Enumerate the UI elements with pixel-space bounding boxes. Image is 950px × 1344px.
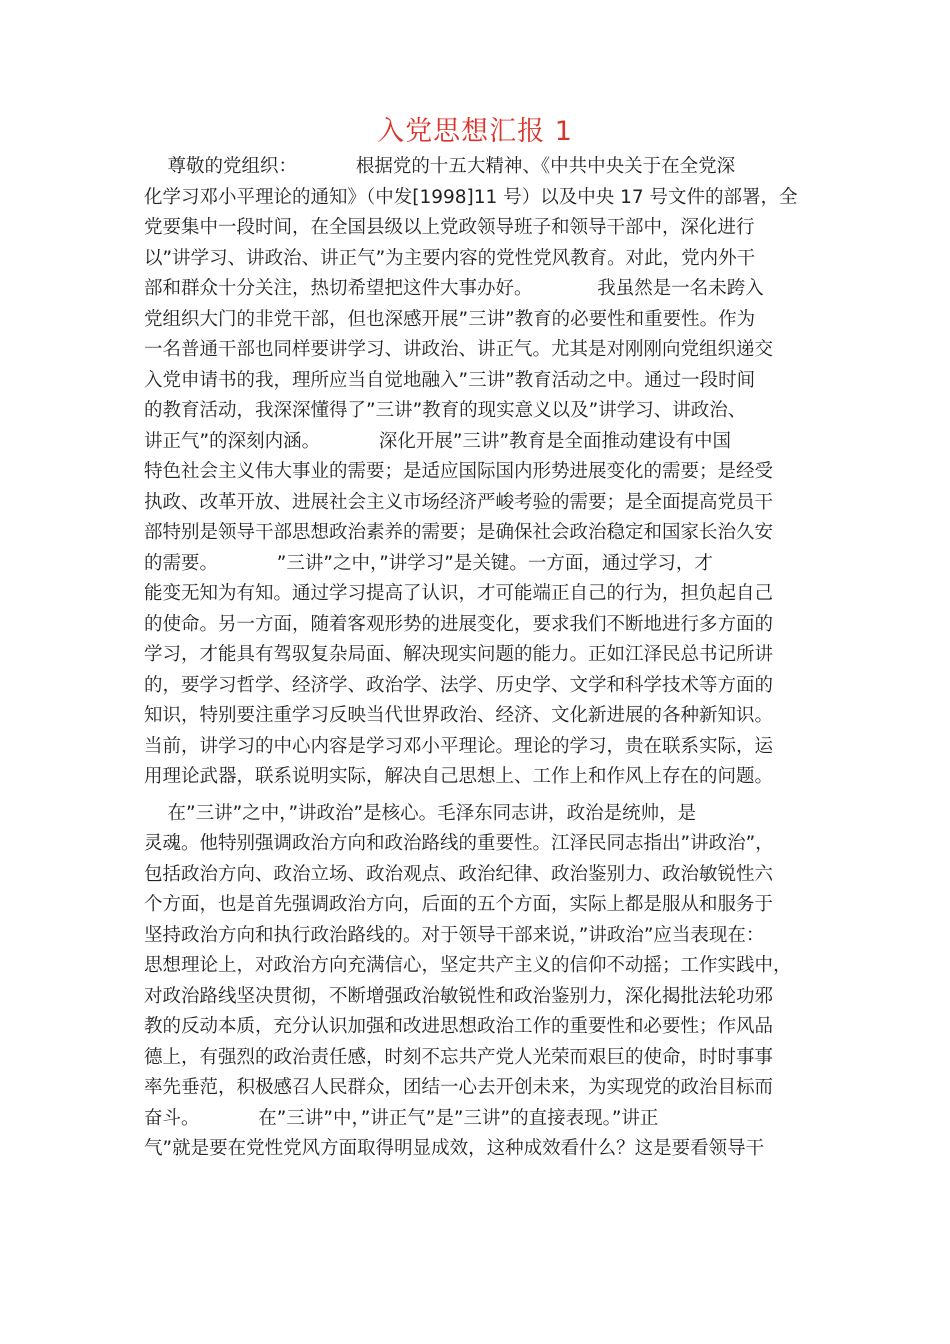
document-title: 入党思想汇报 1 <box>377 116 573 147</box>
text-line: 在”三讲”之中，”讲政治”是核心。毛泽东同志讲，政治是统帅，是 <box>144 802 697 824</box>
text-line: 教的反动本质，充分认识加强和改进思想政治工作的重要性和必要性；作风品 <box>144 1016 774 1037</box>
text-line: 知识，特别要注重学习反映当代世界政治、经济、文化新进展的各种新知识。 <box>144 705 774 726</box>
text-line: 率先垂范，积极感召人民群众，团结一心去开创未来，为实现党的政治目标而 <box>144 1077 774 1098</box>
text-line: 尊敬的党组织： 根据党的十五大精神、《中共中央关于在全党深 <box>144 156 736 177</box>
text-line: 当前，讲学习的中心内容是学习邓小平理论。理论的学习，贵在联系实际，运 <box>144 735 774 757</box>
text-line: 灵魂。他特别强调政治方向和政治路线的重要性。江泽民同志指出”讲政治”， <box>144 833 774 854</box>
text-line: 奋斗。 在”三讲”中，”讲正气”是”三讲”的直接表现。”讲正 <box>144 1107 659 1129</box>
text-line: 的使命。另一方面，随着客观形势的进展变化，要求我们不断地进行多方面的 <box>144 613 774 635</box>
text-line: 执政、改革开放、进展社会主义市场经济严峻考验的需要；是全面提高党员干 <box>144 491 774 513</box>
text-line: 德上，有强烈的政治责任感，时刻不忘共产党人光荣而艰巨的使命，时时事事 <box>144 1046 774 1068</box>
text-line: 化学习邓小平理论的通知》（中发[1998]11 号）以及中央 17 号文件的部署，全 <box>144 186 798 208</box>
text-line: 党要集中一段时间，在全国县级以上党政领导班子和领导干部中，深化进行 <box>144 217 755 238</box>
text-line: 能变无知为有知。通过学习提高了认识，才可能端正自己的行为，担负起自己 <box>144 583 774 604</box>
text-line: 气”就是要在党性党风方面取得明显成效，这种成效看什么？这是要看领导干 <box>144 1138 765 1159</box>
text-line: 党组织大门的非党干部，但也深感开展”三讲”教育的必要性和重要性。作为 <box>144 308 756 330</box>
text-line: 讲正气”的深刻内涵。 深化开展”三讲”教育是全面推动建设有中国 <box>144 430 732 452</box>
text-line: 一名普通干部也同样要讲学习、讲政治、讲正气。尤其是对刚刚向党组织递交 <box>144 339 774 360</box>
text-line: 以”讲学习、讲政治、讲正气”为主要内容的党性党风教育。对此，党内外干 <box>144 247 756 269</box>
text-line: 学习，才能具有驾驭复杂局面、解决现实问题的能力。正如江泽民总书记所讲 <box>144 644 774 665</box>
text-line: 用理论武器，联系说明实际，解决自己思想上、工作上和作风上存在的问题。 <box>144 766 774 787</box>
text-line: 包括政治方向、政治立场、政治观点、政治纪律、政治鉴别力、政治敏锐性六 <box>144 863 774 885</box>
text-line: 的，要学习哲学、经济学、政治学、法学、历史学、文学和科学技术等方面的 <box>144 674 774 696</box>
text-line: 部和群众十分关注，热切希望把这件大事办好。 我虽然是一名未跨入 <box>144 278 764 299</box>
text-line: 对政治路线坚决贯彻，不断增强政治敏锐性和政治鉴别力，深化揭批法轮功邪 <box>144 985 774 1007</box>
text-line: 特色社会主义伟大事业的需要；是适应国际国内形势进展变化的需要；是经受 <box>144 461 774 482</box>
document-body <box>144 152 810 1165</box>
text-line: 的需要。 ”三讲”之中，”讲学习”是关键。一方面，通过学习，才 <box>144 552 713 574</box>
text-line: 入党申请书的我，理所应当自觉地融入”三讲”教育活动之中。通过一段时间 <box>144 369 756 391</box>
text-line: 个方面，也是首先强调政治方向，后面的五个方面，实际上都是服从和服务于 <box>144 894 774 915</box>
text-line: 坚持政治方向和执行政治路线的。对于领导干部来说，”讲政治”应当表现在： <box>144 924 765 946</box>
text-line: 思想理论上，对政治方向充满信心，坚定共产主义的信仰不动摇；工作实践中， <box>144 955 792 976</box>
text-line: 的教育活动，我深深懂得了”三讲”教育的现实意义以及”讲学习、讲政治、 <box>144 400 747 421</box>
text-line: 部特别是领导干部思想政治素养的需要；是确保社会政治稳定和国家长治久安 <box>144 522 774 543</box>
